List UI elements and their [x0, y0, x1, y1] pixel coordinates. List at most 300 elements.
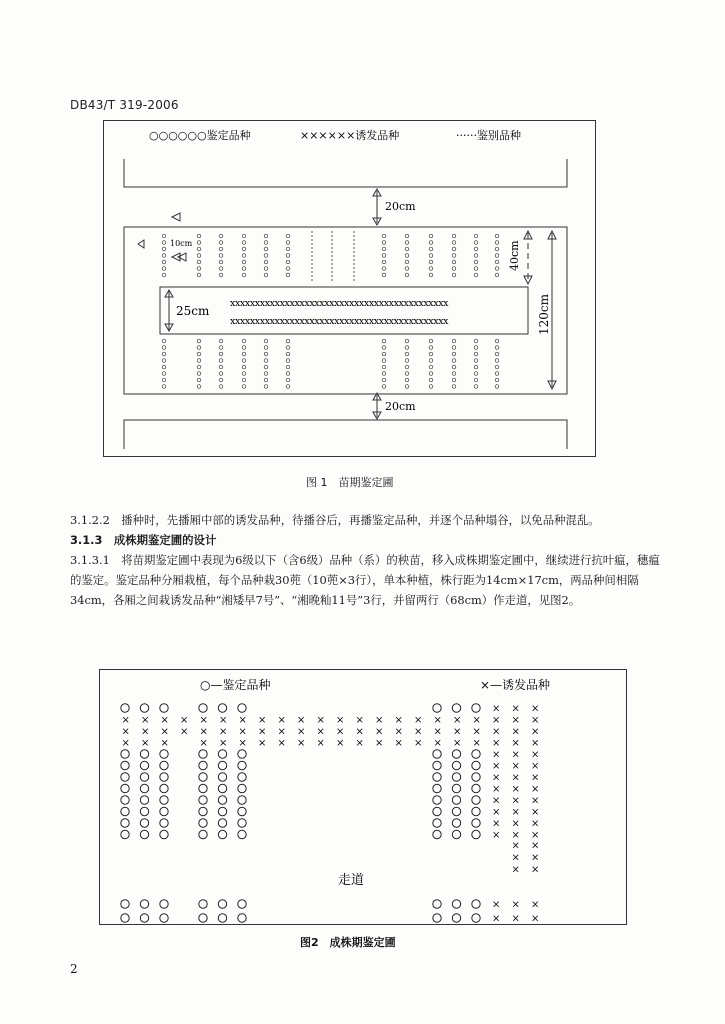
identify-plant: [264, 378, 268, 382]
identify-plant: [121, 900, 129, 908]
identify-plant: [382, 346, 386, 350]
identify-plant: [264, 254, 268, 258]
walkway-label: 走道: [338, 873, 365, 888]
identify-plant: [199, 704, 207, 712]
identify-plant: [405, 254, 409, 258]
identify-plant: [242, 346, 246, 350]
identify-plant: [197, 352, 201, 356]
identify-plant: [452, 773, 460, 781]
induce-plant: ×: [492, 795, 501, 807]
identify-plant: [286, 234, 290, 238]
induce-plant: ×: [258, 726, 267, 738]
identify-plant: [160, 761, 168, 769]
identify-plant: [474, 241, 478, 245]
identify-plant: [452, 247, 456, 251]
identify-plant: [474, 352, 478, 356]
identify-plant: [121, 796, 129, 804]
identify-plant: [495, 346, 499, 350]
identify-plant: [160, 819, 168, 827]
identify-plant: [452, 273, 456, 277]
identify-plant: [433, 750, 441, 758]
induce-plant: ×: [180, 726, 189, 738]
identify-plant: [140, 761, 148, 769]
identify-plant: [219, 241, 223, 245]
identify-plant: [140, 807, 148, 815]
identify-plant: [382, 372, 386, 376]
marker-icon: [172, 213, 180, 221]
induce-plant: ×: [316, 715, 325, 726]
identify-plant: [197, 241, 201, 245]
identify-plant: [218, 704, 226, 712]
induce-plant: ×: [433, 726, 442, 738]
induce-plant: ×: [414, 715, 423, 726]
identify-plant: [472, 761, 480, 769]
identify-plant: [197, 372, 201, 376]
identify-plant: [382, 254, 386, 258]
identify-plant: [219, 267, 223, 271]
identify-plant: [405, 385, 409, 389]
identify-plant: [242, 385, 246, 389]
induce-plant: ×: [121, 738, 130, 749]
identify-plant: [218, 914, 226, 922]
identify-plant: [219, 339, 223, 343]
induce-plant: ×: [219, 738, 228, 749]
induce-plant: ×: [336, 715, 345, 726]
identify-plant: [433, 796, 441, 804]
identify-plant: [162, 359, 166, 363]
induce-plant: ×: [238, 715, 247, 726]
identify-plant: [474, 359, 478, 363]
induce-plant: ×: [336, 726, 345, 738]
identify-plant: [162, 234, 166, 238]
induce-plant: ×: [492, 807, 501, 818]
identify-plant: [495, 385, 499, 389]
induce-plant: ×: [492, 738, 501, 749]
induce-plant: ×: [121, 726, 130, 738]
identify-plant: [197, 378, 201, 382]
identify-plant: [382, 241, 386, 245]
identify-plant: [382, 234, 386, 238]
identify-plant: [495, 365, 499, 369]
induce-plant: ×: [141, 738, 150, 749]
figure-2-diagram: [100, 670, 628, 926]
identify-plant: [162, 254, 166, 258]
identify-plant: [219, 273, 223, 277]
identify-plant: [219, 359, 223, 363]
identify-plant: [495, 273, 499, 277]
induce-plant: ×: [511, 818, 520, 830]
induce-plant: ×: [277, 715, 286, 726]
identify-plant: [238, 761, 246, 769]
identify-plant: [264, 352, 268, 356]
induce-plant: ×: [375, 738, 384, 749]
identify-plant: [472, 796, 480, 804]
identify-plant: [452, 339, 456, 343]
identify-plant: [382, 273, 386, 277]
identify-plant: [472, 900, 480, 908]
identify-plant: [433, 819, 441, 827]
identify-plant: [199, 784, 207, 792]
identify-plant: [429, 241, 433, 245]
identify-plant: [433, 900, 441, 908]
identify-plant: [429, 378, 433, 382]
identify-plant: [452, 704, 460, 712]
induce-plant: ×: [336, 738, 345, 749]
identify-plant: [199, 807, 207, 815]
identify-plant: [433, 830, 441, 838]
identify-plant: [382, 260, 386, 264]
induce-plant: ×: [394, 715, 403, 726]
identify-plant: [452, 914, 460, 922]
identify-plant: [429, 273, 433, 277]
identify-plant: [264, 359, 268, 363]
identify-plant: [433, 773, 441, 781]
identify-plant: [474, 273, 478, 277]
identify-plant: [472, 750, 480, 758]
induce-plant: ×: [511, 852, 520, 864]
identify-plant: [474, 247, 478, 251]
identify-plant: [242, 378, 246, 382]
induce-plant: ×: [219, 726, 228, 738]
identify-plant: [242, 372, 246, 376]
identify-plant: [472, 914, 480, 922]
identify-plant: [197, 385, 201, 389]
identify-plant: [160, 796, 168, 804]
induce-plant: ×: [472, 726, 481, 738]
identify-plant: [219, 365, 223, 369]
induce-plant: ×: [297, 726, 306, 738]
induce-plant: ×: [511, 761, 520, 772]
identify-plant: [238, 830, 246, 838]
induce-plant: ×: [531, 772, 540, 784]
induce-plant: ×: [511, 772, 520, 784]
heading-3-1-3: 3.1.3 成株期鉴定圃的设计: [70, 533, 217, 547]
identify-plant: [405, 273, 409, 277]
identify-plant: [219, 378, 223, 382]
bottom-gap-label: 20cm: [385, 400, 416, 413]
identify-plant: [286, 378, 290, 382]
identify-plant: [264, 260, 268, 264]
induce-plant: ×: [492, 818, 501, 830]
identify-plant: [140, 819, 148, 827]
identify-plant: [405, 234, 409, 238]
identify-plant: [162, 352, 166, 356]
legend-induce: ×—诱发品种: [480, 678, 551, 692]
identify-plant: [218, 830, 226, 838]
induce-plant: ×: [375, 726, 384, 738]
identify-plant: [162, 385, 166, 389]
identify-plant: [382, 365, 386, 369]
induce-plant: ×: [511, 840, 520, 852]
induce-plant: ×: [453, 715, 462, 726]
identify-plant: [433, 914, 441, 922]
identify-plant: [242, 359, 246, 363]
induce-plant: ×: [199, 738, 208, 749]
identify-plant: [197, 273, 201, 277]
identify-plant: [219, 234, 223, 238]
identify-plant: [429, 359, 433, 363]
induce-plant: ×: [511, 726, 520, 738]
identify-plant: [242, 273, 246, 277]
induce-plant: ×: [531, 852, 540, 864]
identify-plant: [162, 267, 166, 271]
identify-plant: [160, 784, 168, 792]
identify-plant: [238, 796, 246, 804]
identify-plant: [405, 359, 409, 363]
identify-plant: [452, 807, 460, 815]
identify-plant: [140, 900, 148, 908]
identify-plant: [452, 830, 460, 838]
induce-plant: ×: [492, 749, 501, 761]
induce-plant: ×: [258, 738, 267, 749]
induce-plant: ×: [414, 726, 423, 738]
identify-plant: [452, 359, 456, 363]
identify-plant: [495, 247, 499, 251]
marker-icon: [138, 240, 144, 248]
identify-plant: [218, 900, 226, 908]
identify-plant: [429, 339, 433, 343]
identify-plant: [452, 365, 456, 369]
induce-plant: ×: [531, 899, 540, 911]
identify-plant: [160, 830, 168, 838]
induce-plant: ×: [531, 738, 540, 749]
induce-plant: ×: [160, 715, 169, 726]
figure-2-adult-plant-nursery: [99, 669, 627, 925]
induce-plant: ×: [453, 726, 462, 738]
induce-plant: ×: [160, 726, 169, 738]
induce-plant: ×: [219, 715, 228, 726]
identify-plant: [160, 807, 168, 815]
identify-plant: [433, 784, 441, 792]
induce-plant: ×: [511, 738, 520, 749]
identify-plant: [238, 819, 246, 827]
identify-plant: [264, 346, 268, 350]
identify-plant: [452, 346, 456, 350]
identify-plant: [238, 750, 246, 758]
identify-plant: [162, 378, 166, 382]
identify-plant: [405, 247, 409, 251]
induce-plant: ×: [511, 899, 520, 911]
identify-plant: [218, 750, 226, 758]
induce-plant: ×: [394, 738, 403, 749]
body-text: [70, 510, 662, 610]
induce-plant: ×: [297, 715, 306, 726]
identify-plant: [495, 260, 499, 264]
identify-plant: [429, 267, 433, 271]
identify-plant: [286, 365, 290, 369]
induce-plant: ×: [492, 772, 501, 784]
identify-plant: [140, 914, 148, 922]
legend-identify: ○—鉴定品种: [200, 678, 271, 692]
identify-plant: [429, 385, 433, 389]
identify-plant: [242, 247, 246, 251]
identify-plant: [140, 750, 148, 758]
identify-plant: [197, 359, 201, 363]
identify-plant: [121, 750, 129, 758]
identify-plant: [121, 807, 129, 815]
induce-plant: ×: [531, 913, 540, 925]
bottom-bed: [124, 420, 567, 449]
identify-plant: [452, 900, 460, 908]
induce-plant: ×: [492, 899, 501, 911]
identify-plant: [218, 807, 226, 815]
identify-plant: [218, 784, 226, 792]
identify-plant: [121, 773, 129, 781]
induce-plant: ×: [531, 830, 540, 841]
identify-plant: [121, 761, 129, 769]
induce-plant: ×: [531, 749, 540, 761]
identify-plant: [197, 260, 201, 264]
induce-plant: ×: [121, 715, 130, 726]
identify-plant: [121, 704, 129, 712]
induce-plant: ×: [511, 830, 520, 841]
identify-plant: [264, 385, 268, 389]
identify-plant: [242, 365, 246, 369]
identify-plant: [452, 819, 460, 827]
identify-plant: [472, 819, 480, 827]
induce-plant: ×: [531, 818, 540, 830]
identify-plant: [219, 247, 223, 251]
identify-plant: [242, 234, 246, 238]
identify-plant: [218, 761, 226, 769]
standard-number: DB43/T 319-2006: [70, 98, 179, 112]
identify-plant: [140, 796, 148, 804]
identify-plant: [472, 784, 480, 792]
identify-plant: [452, 796, 460, 804]
identify-plant: [219, 254, 223, 258]
identify-plant: [495, 359, 499, 363]
identify-plant: [429, 372, 433, 376]
identify-plant: [429, 260, 433, 264]
identify-plant: [218, 796, 226, 804]
identify-plant: [472, 830, 480, 838]
induce-plant: ×: [511, 795, 520, 807]
identify-plant: [382, 352, 386, 356]
identify-plants-top: [162, 234, 499, 277]
identify-plant: [140, 773, 148, 781]
figure-1-caption: 图 1 苗期鉴定圃: [306, 476, 394, 489]
identify-plant: [219, 372, 223, 376]
induce-plant: ×: [355, 726, 364, 738]
identify-plant: [238, 773, 246, 781]
identify-plant: [495, 372, 499, 376]
identify-plant: [474, 385, 478, 389]
identify-plant: [160, 750, 168, 758]
identify-plant: [452, 784, 460, 792]
identify-plant: [219, 346, 223, 350]
identify-plant: [286, 346, 290, 350]
identify-plant: [162, 346, 166, 350]
identify-plant: [219, 385, 223, 389]
identify-plant: [242, 260, 246, 264]
identify-plant: [495, 234, 499, 238]
induce-plant: ×: [531, 784, 540, 795]
identify-plant: [474, 339, 478, 343]
identify-plant: [121, 914, 129, 922]
identify-plant: [242, 254, 246, 258]
induce-plant: ×: [492, 784, 501, 795]
identify-plant: [405, 339, 409, 343]
induce-plant: ×: [316, 726, 325, 738]
induce-plant: ×: [414, 738, 423, 749]
identify-plant: [197, 339, 201, 343]
identify-plant: [405, 346, 409, 350]
identify-plant: [264, 339, 268, 343]
induce-plant: ×: [492, 726, 501, 738]
identify-plant: [433, 761, 441, 769]
induce-plant: ×: [141, 726, 150, 738]
identify-plant: [162, 365, 166, 369]
induce-plant: ×: [531, 864, 540, 876]
identify-plant: [160, 704, 168, 712]
identify-plant: [238, 807, 246, 815]
identify-plant: [474, 378, 478, 382]
induce-plant: ×: [492, 830, 501, 841]
identify-plant: [286, 247, 290, 251]
identify-plant: [382, 359, 386, 363]
induce-plant: ×: [316, 738, 325, 749]
identify-plant: [495, 378, 499, 382]
induce-plant: ×: [355, 715, 364, 726]
identify-plant: [199, 830, 207, 838]
identify-plant: [162, 273, 166, 277]
identify-plant: [474, 260, 478, 264]
induce-plant: ×: [258, 715, 267, 726]
identify-plant: [286, 385, 290, 389]
identify-plant: [199, 773, 207, 781]
identify-plant: [197, 234, 201, 238]
identify-plant: [121, 830, 129, 838]
induce-row-2: xxxxxxxxxxxxxxxxxxxxxxxxxxxxxxxxxxxxxxxxxxxx: [230, 316, 449, 327]
induce-plant: ×: [492, 715, 501, 726]
induce-plant: ×: [180, 715, 189, 726]
induce-plant: ×: [277, 738, 286, 749]
identify-plant: [382, 378, 386, 382]
identify-plant: [199, 761, 207, 769]
identify-plant: [242, 241, 246, 245]
induce-plant: ×: [531, 726, 540, 738]
induce-plant: ×: [277, 726, 286, 738]
induce-plant: ×: [433, 738, 442, 749]
identify-plant: [160, 773, 168, 781]
identify-plant: [405, 352, 409, 356]
identify-plant: [264, 372, 268, 376]
identify-plant: [452, 750, 460, 758]
identify-plant: [286, 352, 290, 356]
identify-plant: [264, 273, 268, 277]
induce-plant: ×: [355, 738, 364, 749]
identify-plant: [264, 241, 268, 245]
identify-plant: [286, 372, 290, 376]
identify-plant: [238, 900, 246, 908]
identify-plant: [160, 900, 168, 908]
identify-plant: [140, 704, 148, 712]
figure-2-caption: 图2 成株期鉴定圃: [300, 936, 396, 949]
identify-plant: [429, 254, 433, 258]
induce-plant: ×: [531, 807, 540, 818]
identify-plant: [472, 807, 480, 815]
identify-plant: [286, 241, 290, 245]
identify-plant: [382, 247, 386, 251]
identify-plant: [286, 339, 290, 343]
marker-icon: [172, 253, 186, 261]
identify-plant: [199, 914, 207, 922]
identify-plant: [452, 234, 456, 238]
identify-plant: [495, 352, 499, 356]
induce-plant: ×: [199, 715, 208, 726]
induce-plant: ×: [492, 703, 501, 715]
induce-plant: ×: [492, 913, 501, 925]
